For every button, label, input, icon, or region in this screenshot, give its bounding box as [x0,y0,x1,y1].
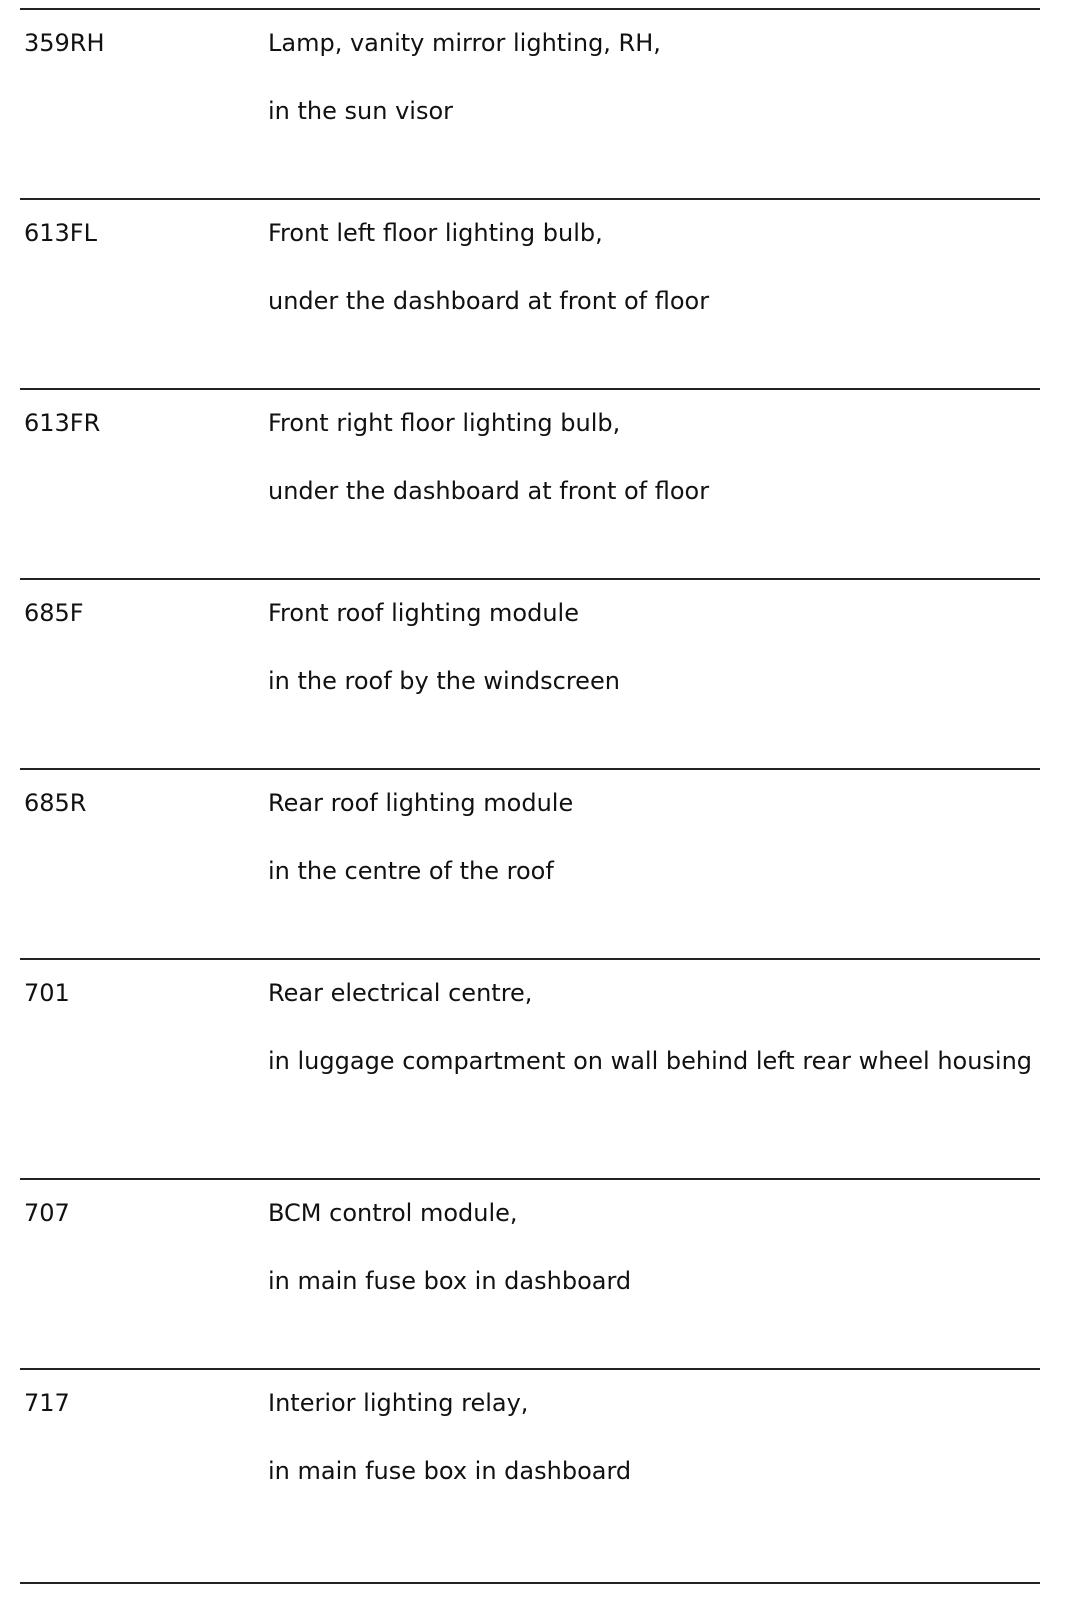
component-location: in the centre of the roof [268,857,554,885]
component-location: in the sun visor [268,97,454,125]
table-row [20,198,1040,390]
component-name: Front left floor lighting bulb, [268,219,603,247]
table-row [20,958,1040,1180]
component-name: BCM control module, [268,1199,518,1227]
component-location: under the dashboard at front of floor [268,287,710,315]
component-description [268,788,1038,886]
component-description [268,598,1038,696]
component-code: 685R [24,789,87,817]
table-row [20,1178,1040,1370]
component-name: Front roof lighting module [268,599,579,627]
component-name: Rear roof lighting module [268,789,574,817]
table-row [20,388,1040,580]
component-location: in luggage compartment on wall behind left rear wheel housing [268,1047,1033,1075]
component-location: under the dashboard at front of floor [268,477,710,505]
component-code: 707 [24,1199,70,1227]
component-name: Front right floor lighting bulb, [268,409,621,437]
component-code: 717 [24,1389,70,1417]
component-code: 613FL [24,219,97,247]
table-row [20,8,1040,200]
table-bottom-rule [20,1582,1040,1584]
component-name: Interior lighting relay, [268,1389,529,1417]
component-location: in main fuse box in dashboard [268,1457,632,1485]
component-description [268,218,1038,316]
component-code: 685F [24,599,84,627]
table-row [20,768,1040,960]
component-location: in main fuse box in dashboard [268,1267,632,1295]
component-description [268,28,1038,126]
component-code: 701 [24,979,70,1007]
component-code: 613FR [24,409,101,437]
table-row [20,578,1040,770]
component-description [268,1198,1038,1296]
component-name: Lamp, vanity mirror lighting, RH, [268,29,661,57]
component-location: in the roof by the windscreen [268,667,620,695]
table-row [20,1368,1040,1560]
component-code: 359RH [24,29,105,57]
component-description [268,408,1038,506]
component-description [268,978,1038,1076]
component-name: Rear electrical centre, [268,979,533,1007]
component-description [268,1388,1038,1486]
